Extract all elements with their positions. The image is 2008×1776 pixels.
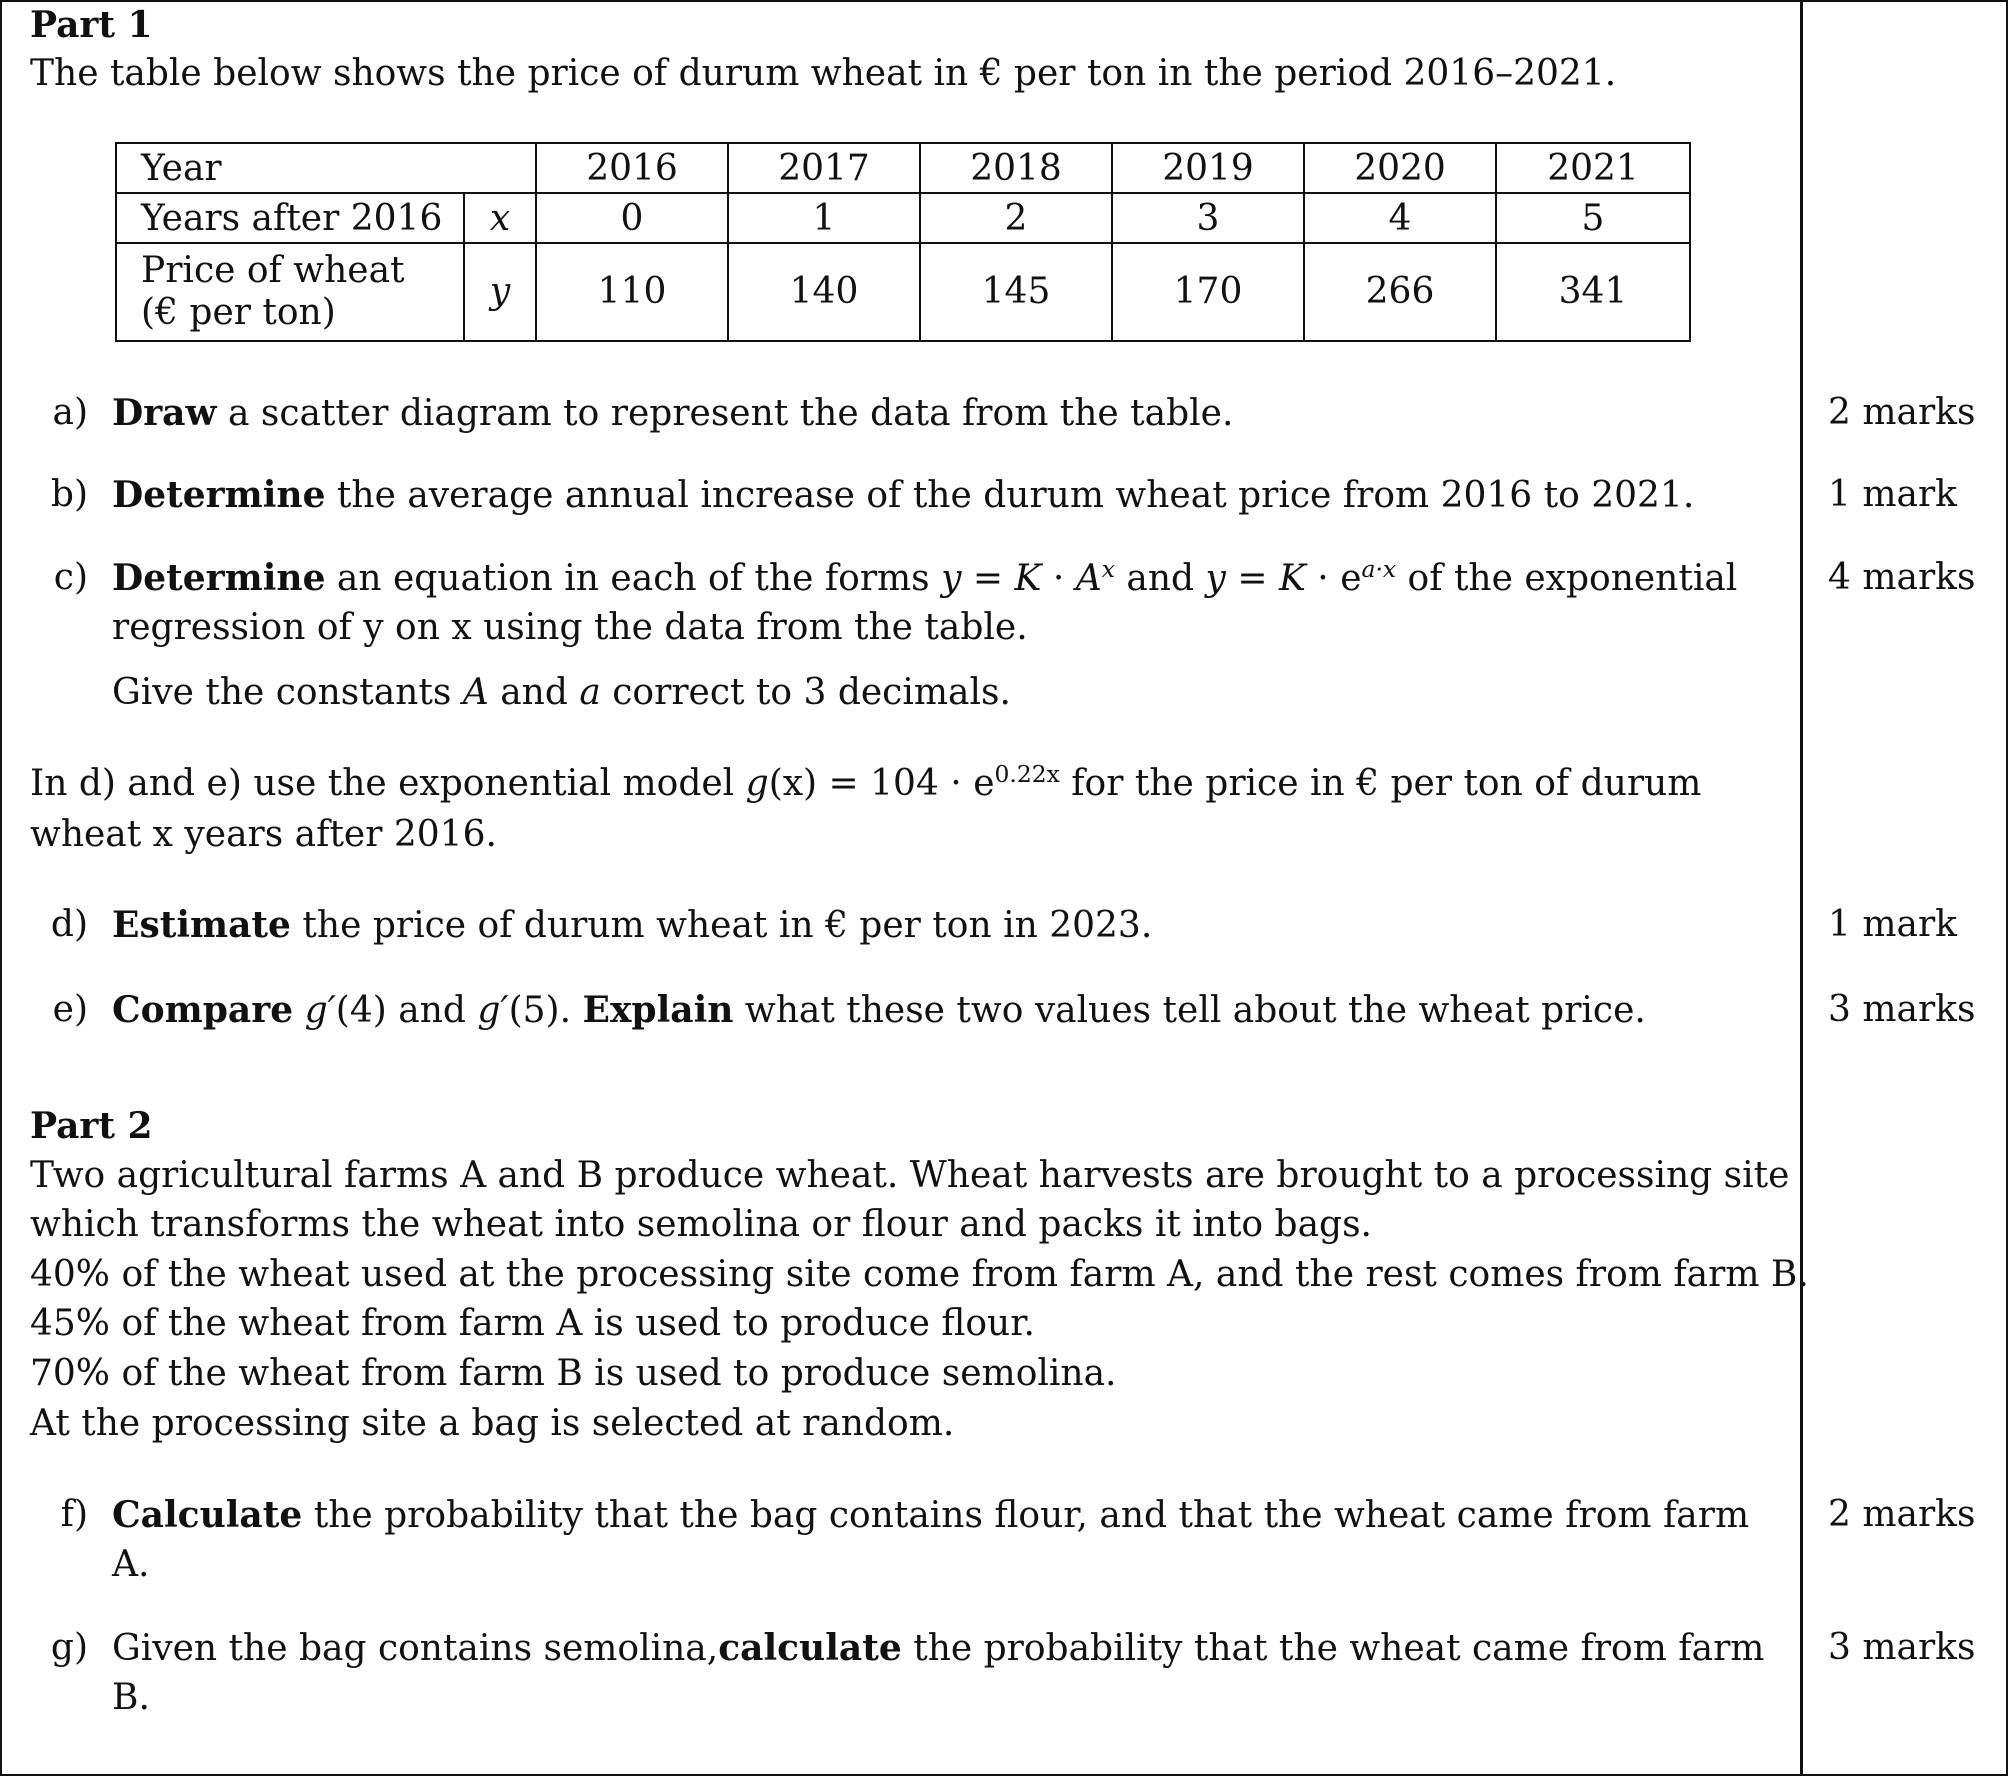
question-b-body: the average annual increase of the durum wheat price from 2016 to 2021.: [325, 475, 1695, 516]
question-a-verb: Draw: [112, 392, 217, 434]
question-c-text2: of the exponential: [1396, 558, 1738, 599]
table-cell-y: 145: [920, 243, 1112, 341]
part2-line: At the processing site a bag is selected at random.: [30, 1403, 955, 1444]
question-a-marks: 2 marks: [1828, 392, 1976, 433]
part2-heading: Part 2: [30, 1105, 153, 1147]
question-g-body: the probability that the wheat came from farm: [901, 1628, 1765, 1669]
part2-line: 40% of the wheat used at the processing site come from farm A, and the rest comes from farm B.: [30, 1254, 1809, 1295]
question-c-line3: [112, 668, 1011, 718]
formula-k: K: [1014, 558, 1042, 599]
table-header-years-after: Years after 2016: [116, 193, 464, 243]
question-f-line2: A.: [112, 1544, 150, 1585]
marks-column-divider: [1800, 2, 1803, 1774]
formula2-k: K: [1278, 558, 1306, 599]
question-b-marks: 1 mark: [1828, 474, 1957, 515]
model-exponent: 0.22x: [994, 760, 1060, 788]
table-cell-x: 1: [728, 193, 920, 243]
question-d-text: [112, 900, 1152, 951]
question-e-g1: g′: [293, 990, 336, 1031]
table-cell-y: 341: [1496, 243, 1690, 341]
part2-line: 70% of the wheat from farm B is used to produce semolina.: [30, 1353, 1117, 1394]
table-cell-y: 140: [728, 243, 920, 341]
part2-line: 45% of the wheat from farm A is used to produce flour.: [30, 1303, 1035, 1344]
question-c-line3-and: and: [488, 672, 580, 713]
question-e-verb2: Explain: [582, 989, 734, 1031]
formula2-y: y: [1205, 558, 1226, 599]
model-eq: = 104 · e: [817, 763, 995, 804]
formula-dot: ·: [1041, 558, 1076, 599]
table-cell-year: 2016: [536, 143, 728, 193]
model-line1: [30, 759, 1701, 809]
question-b-label: b): [50, 474, 88, 515]
question-a-label: a): [52, 392, 88, 433]
question-e-arg1: (4): [335, 990, 387, 1031]
table-row-x: [116, 193, 1690, 243]
question-e-g2: g′: [477, 990, 509, 1031]
part1-heading: Part 1: [30, 4, 153, 46]
table-header-year: Year: [116, 143, 536, 193]
table-cell-year: 2020: [1304, 143, 1496, 193]
question-g-line2: B.: [112, 1677, 150, 1718]
question-c-line3-b: correct to 3 decimals.: [600, 672, 1011, 713]
table-symbol-y: y: [464, 243, 536, 341]
question-b-text: [112, 470, 1694, 521]
question-d-body: the price of durum wheat in € per ton in 2023.: [290, 905, 1153, 946]
formula-a: A: [1075, 558, 1102, 599]
question-c-label: c): [53, 557, 88, 598]
question-c-line1: [112, 553, 1737, 604]
question-g-pre: Given the bag contains semolina,: [112, 1628, 719, 1669]
question-f-label: f): [60, 1494, 88, 1535]
question-f-body: the probability that the bag contains flour, and that the wheat came from farm: [302, 1495, 1750, 1536]
table-row-year: [116, 143, 1690, 193]
question-e-label: e): [52, 989, 88, 1030]
question-e-text: [112, 985, 1646, 1036]
table-row-y: [116, 243, 1690, 341]
question-e-verb: Compare: [112, 989, 294, 1031]
table-cell-y: 266: [1304, 243, 1496, 341]
formula2-eq: =: [1225, 558, 1279, 599]
table-cell-year: 2019: [1112, 143, 1304, 193]
table-cell-year: 2017: [728, 143, 920, 193]
question-f-text: [112, 1490, 1749, 1541]
wheat-price-table: [115, 142, 1691, 342]
formula-y: y: [941, 558, 962, 599]
question-a-body: a scatter diagram to represent the data from the table.: [216, 393, 1234, 434]
model-line2: wheat x years after 2016.: [30, 814, 497, 855]
table-cell-x: 5: [1496, 193, 1690, 243]
question-c-line3-a: Give the constants: [112, 672, 463, 713]
question-e-marks: 3 marks: [1828, 989, 1976, 1030]
formula-eq: =: [961, 558, 1015, 599]
model-gx: (x): [768, 763, 818, 804]
question-g-text: [112, 1623, 1764, 1674]
question-e-arg2: (5).: [508, 990, 583, 1031]
question-d-marks: 1 mark: [1828, 904, 1957, 945]
question-c-verb: Determine: [112, 557, 326, 599]
question-g-marks: 3 marks: [1828, 1627, 1976, 1668]
question-g-label: g): [50, 1627, 88, 1668]
part2-line: Two agricultural farms A and B produce wheat. Wheat harvests are brought to a processing site: [30, 1155, 1790, 1196]
question-b-verb: Determine: [112, 474, 326, 516]
question-c-and: and: [1114, 558, 1206, 599]
formula2-exponent: a·x: [1361, 555, 1397, 583]
constant-a-lower: a: [579, 672, 601, 713]
question-c-line2: regression of y on x using the data from the table.: [112, 607, 1028, 648]
model-g: g: [745, 763, 769, 804]
table-cell-year: 2018: [920, 143, 1112, 193]
table-cell-x: 3: [1112, 193, 1304, 243]
model-line1-a: In d) and e) use the exponential model: [30, 763, 746, 804]
question-e-body: what these two values tell about the wheat price.: [733, 990, 1646, 1031]
formula2-e: · e: [1305, 558, 1362, 599]
question-c-text1: an equation in each of the forms: [325, 558, 942, 599]
table-cell-x: 2: [920, 193, 1112, 243]
question-d-verb: Estimate: [112, 904, 291, 946]
question-a-text: [112, 388, 1233, 439]
question-c-marks: 4 marks: [1828, 557, 1976, 598]
table-cell-x: 0: [536, 193, 728, 243]
table-header-price: [116, 243, 464, 341]
table-cell-year: 2021: [1496, 143, 1690, 193]
formula-exponent: x: [1101, 555, 1115, 583]
table-symbol-x: x: [464, 193, 536, 243]
price-label-line1: Price of wheat: [141, 250, 405, 291]
part2-line: which transforms the wheat into semolina or flour and packs it into bags.: [30, 1204, 1373, 1245]
question-d-label: d): [50, 904, 88, 945]
price-label-line2: (€ per ton): [141, 292, 336, 333]
table-cell-y: 170: [1112, 243, 1304, 341]
constant-a-upper: A: [462, 672, 489, 713]
question-f-marks: 2 marks: [1828, 1494, 1976, 1535]
part1-intro: The table below shows the price of durum wheat in € per ton in the period 2016–2021.: [30, 53, 1617, 94]
model-line1-b: for the price in € per ton of durum: [1059, 763, 1702, 804]
question-f-verb: Calculate: [112, 1494, 303, 1536]
question-g-verb: calculate: [718, 1627, 902, 1669]
question-e-and: and: [386, 990, 478, 1031]
table-cell-y: 110: [536, 243, 728, 341]
table-cell-x: 4: [1304, 193, 1496, 243]
